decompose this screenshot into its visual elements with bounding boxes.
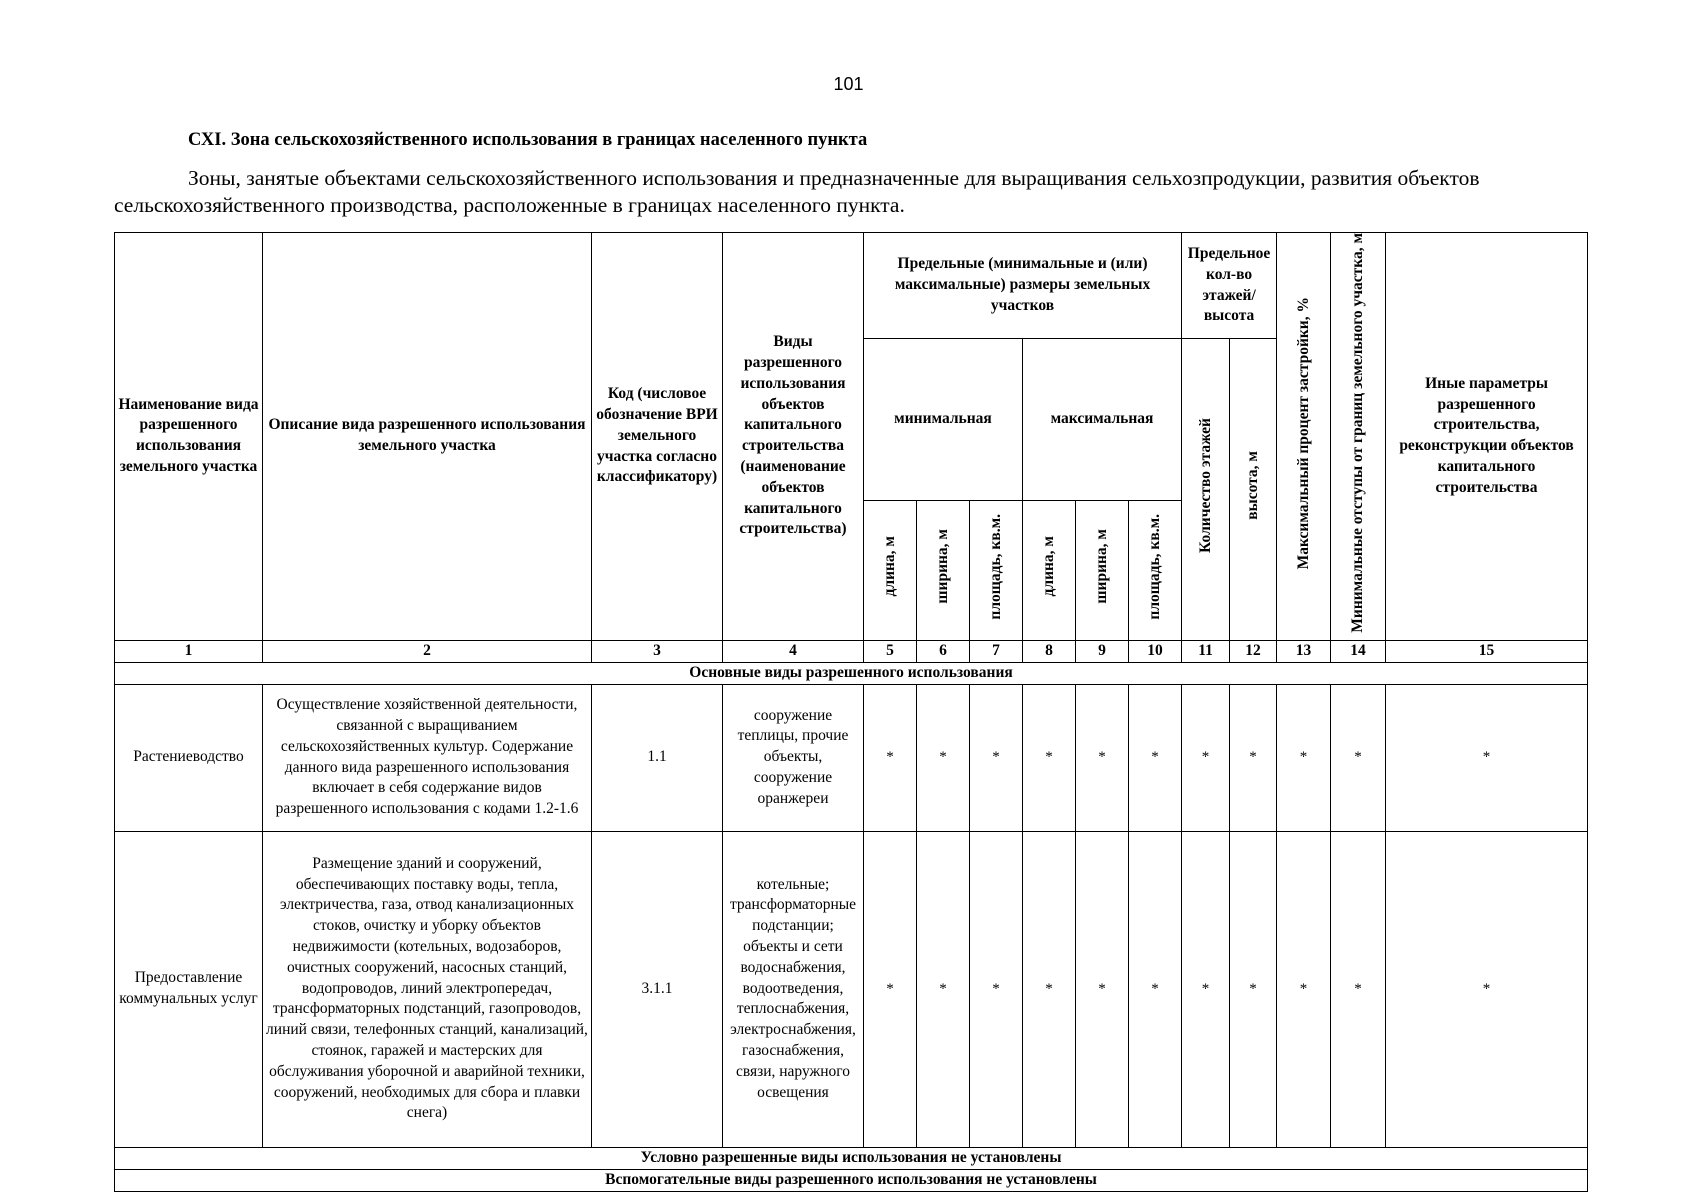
header-area-min: площадь, кв.м. — [970, 500, 1023, 640]
row-value: * — [917, 684, 970, 831]
header-height: высота, м — [1230, 339, 1277, 641]
zone-description: Зоны, занятые объектами сельскохозяйственного использования и предназначенные для выращивания сельхозпродукции, развития объектов сельскохозяйственного производства, расположенные в границах населенного пункта. — [114, 166, 1480, 217]
header-length-min: длина, м — [864, 500, 917, 640]
row-value: * — [1277, 684, 1331, 831]
column-number: 13 — [1277, 640, 1331, 662]
column-number: 14 — [1331, 640, 1386, 662]
column-number: 6 — [917, 640, 970, 662]
row-name: Растениеводство — [115, 684, 263, 831]
row-value: * — [917, 831, 970, 1147]
column-number: 10 — [1129, 640, 1182, 662]
row-value: * — [864, 684, 917, 831]
row-name: Предоставление коммунальных услуг — [115, 831, 263, 1147]
row-value: * — [1230, 831, 1277, 1147]
regulations-table — [114, 232, 1588, 1192]
section-auxiliary: Вспомогательные виды разрешенного использования не установлены — [115, 1169, 1588, 1191]
row-description: Осуществление хозяйственной деятельности, связанной с выращиванием сельскохозяйственных культур. Содержание данного вида разрешенного использования включает в себя содержание видов разрешенного использования с кодами 1.2-1.6 — [263, 684, 592, 831]
column-number: 1 — [115, 640, 263, 662]
column-number: 7 — [970, 640, 1023, 662]
row-objects: сооружение теплицы, прочие объекты, сооружение оранжереи — [723, 684, 864, 831]
column-number: 8 — [1023, 640, 1076, 662]
column-number: 9 — [1076, 640, 1129, 662]
column-number: 3 — [592, 640, 723, 662]
header-max-percent: Максимальный процент застройки, % — [1277, 233, 1331, 641]
header-minimal: минимальная — [864, 339, 1023, 501]
row-value: * — [1076, 831, 1129, 1147]
header-maximal: максимальная — [1023, 339, 1182, 501]
column-number: 11 — [1182, 640, 1230, 662]
table-row — [115, 831, 1588, 1147]
header-area-max: площадь, кв.м. — [1129, 500, 1182, 640]
row-value: * — [1182, 684, 1230, 831]
row-value: * — [1076, 684, 1129, 831]
row-objects: котельные; трансформаторные подстанции; объекты и сети водоснабжения, водоотведения, теплоснабжения, электроснабжения, газоснабжения, связи, наружного освещения — [723, 831, 864, 1147]
row-value: * — [970, 831, 1023, 1147]
column-number: 12 — [1230, 640, 1277, 662]
header-code: Код (числовое обозначение ВРИ земельного участка согласно классификатору) — [592, 233, 723, 641]
row-description: Размещение зданий и сооружений, обеспечивающих поставку воды, тепла, электричества, газа, отвод канализационных стоков, очистку и уборку объектов недвижимости (котельных, водозаборов, очистных сооружений, насосных станций, водопроводов, линий электропередач, трансформаторных подстанций, газопроводов, линий связи, телефонных станций, канализаций, стоянок, гаражей и мастерских для обслуживания уборочной и аварийной техники, сооружений, необходимых для сбора и плавки снега) — [263, 831, 592, 1147]
header-plot-sizes: Предельные (минимальные и (или) максимальные) размеры земельных участков — [864, 233, 1182, 339]
row-value: * — [1277, 831, 1331, 1147]
column-number: 5 — [864, 640, 917, 662]
section-main: Основные виды разрешенного использования — [115, 662, 1588, 684]
header-floors-height: Предельное кол-во этажей/ высота — [1182, 233, 1277, 339]
row-value: * — [1182, 831, 1230, 1147]
column-number: 2 — [263, 640, 592, 662]
row-value: * — [1023, 684, 1076, 831]
row-value: * — [1386, 684, 1588, 831]
header-objects: Виды разрешенного использования объектов капитального строительства (наименование объектов капитального строительства) — [723, 233, 864, 641]
header-width-min: ширина, м — [917, 500, 970, 640]
table-row — [115, 684, 1588, 831]
column-number-row — [115, 640, 1588, 662]
header-width-max: ширина, м — [1076, 500, 1129, 640]
header-min-setback: Минимальные отступы от границ земельного участка, м — [1331, 233, 1386, 641]
column-number: 15 — [1386, 640, 1588, 662]
header-other-params: Иные параметры разрешенного строительства, реконструкции объектов капитального строительства — [1386, 233, 1588, 641]
row-value: * — [1129, 831, 1182, 1147]
header-name: Наименование вида разрешенного использования земельного участка — [115, 233, 263, 641]
section-conditional: Условно разрешенные виды использования не установлены — [115, 1147, 1588, 1169]
row-value: * — [1331, 831, 1386, 1147]
row-value: * — [1230, 684, 1277, 831]
header-floors: Количество этажей — [1182, 339, 1230, 641]
row-code: 3.1.1 — [592, 831, 723, 1147]
row-value: * — [1331, 684, 1386, 831]
page-number: 101 — [833, 74, 864, 94]
row-value: * — [970, 684, 1023, 831]
row-value: * — [1129, 684, 1182, 831]
header-description: Описание вида разрешенного использования земельного участка — [263, 233, 592, 641]
row-code: 1.1 — [592, 684, 723, 831]
row-value: * — [1386, 831, 1588, 1147]
row-value: * — [864, 831, 917, 1147]
row-value: * — [1023, 831, 1076, 1147]
zone-title: СХІ. Зона сельскохозяйственного использования в границах населенного пункта — [188, 130, 868, 150]
header-length-max: длина, м — [1023, 500, 1076, 640]
column-number: 4 — [723, 640, 864, 662]
